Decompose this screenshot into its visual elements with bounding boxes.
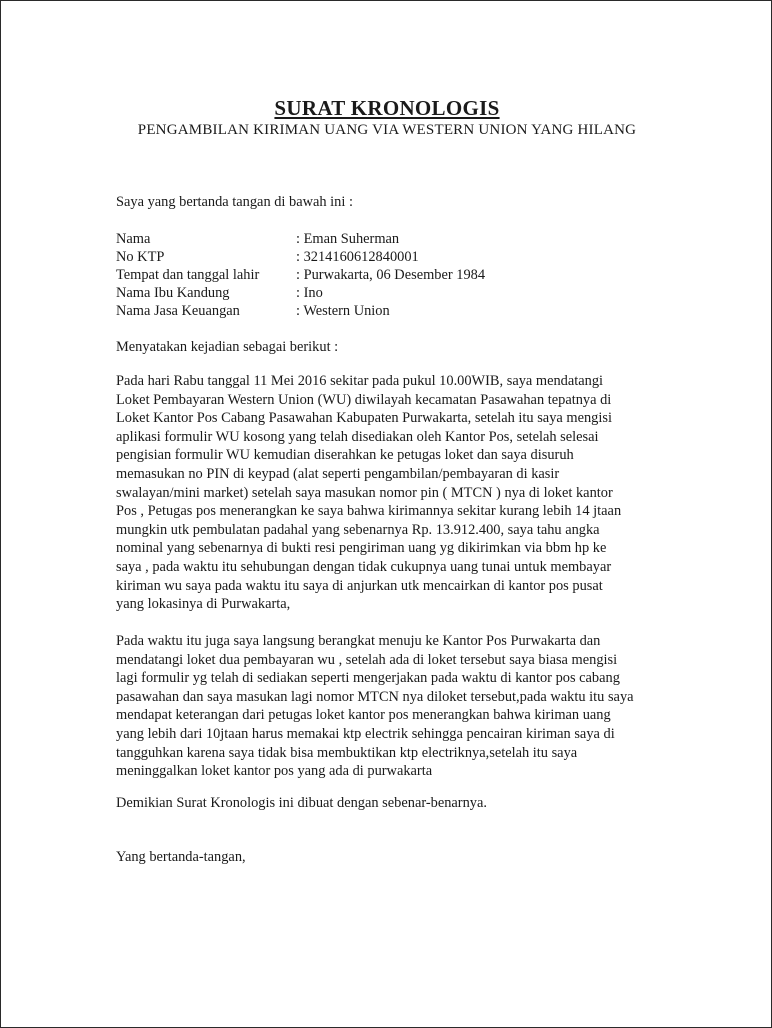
field-value: : Purwakarta, 06 Desember 1984 — [296, 267, 486, 283]
paragraph-line: swalayan/mini market) setelah saya masukan nomor pin ( MTCN ) nya di loket kantor — [116, 484, 613, 501]
paragraph-line: Pada waktu itu juga saya langsung berangkat menuju ke Kantor Pos Purwakarta dan — [116, 633, 601, 649]
paragraph-line: mungkin utk pembulatan padahal yang sebenarnya Rp. 13.912.400, saya tahu angka — [116, 521, 600, 538]
field-value: : Eman Suherman — [296, 231, 400, 247]
paragraph-line: pengisian formulir WU kemudian diserahkan ke petugas loket dan saya disuruh — [116, 447, 574, 464]
paragraph-line: saya , pada waktu itu sehubungan dengan tidak cukupnya uang tunai untuk membayar — [116, 558, 612, 575]
paragraph-line: meninggalkan loket kantor pos yang ada di purwakarta — [116, 763, 433, 780]
paragraph-line: memasukan no PIN di keypad (alat seperti pengambilan/pembayaran di kasir — [116, 465, 560, 482]
signature-text: Yang bertanda-tangan, — [116, 849, 246, 865]
paragraph-line: mendapat keterangan dari petugas loket kantor pos menerangkan bahwa kiriman uang — [116, 707, 611, 724]
paragraph-line: Pada hari Rabu tanggal 11 Mei 2016 sekitar pada pukul 10.00WIB, saya mendatangi — [116, 373, 604, 389]
paragraph-line: tangguhkan karena saya tidak bisa membuktikan ktp electriknya,setelah itu saya — [116, 744, 578, 761]
field-value: : Western Union — [296, 303, 390, 319]
paragraph-1 — [116, 372, 656, 614]
intro-text: Saya yang bertanda tangan di bawah ini : — [116, 194, 353, 210]
field-label: Tempat dan tanggal lahir — [116, 267, 260, 283]
paragraph-line: pasawahan dan saya masukan lagi nomor MTCN nya diloket tersebut,pada waktu itu saya — [116, 688, 634, 705]
field-label: No KTP — [116, 249, 165, 265]
document-subtitle: PENGAMBILAN KIRIMAN UANG VIA WESTERN UNION YANG HILANG — [137, 122, 637, 138]
statement-text: Menyatakan kejadian sebagai berikut : — [116, 339, 339, 355]
field-value: : Ino — [296, 285, 323, 301]
paragraph-line: nominal yang sebenarnya di bukti resi pengiriman uang yg dikirimkan via bbm hp ke — [116, 540, 607, 557]
field-label: Nama — [116, 231, 151, 247]
paragraph-line: kiriman wu saya pada waktu itu saya di anjurkan utk mencairkan di kantor pos pusat — [116, 577, 603, 594]
paragraph-line: yang lokasinya di Purwakarta, — [116, 596, 291, 613]
paragraph-line: Loket Kantor Pos Cabang Pasawahan Kabupaten Purwakarta, setelah itu saya mengisi — [116, 410, 612, 427]
document-title: SURAT KRONOLOGIS — [274, 96, 500, 120]
paragraph-line: lagi formulir yg telah di sediakan seperti mengerjakan pada waktu di kantor pos cabang — [116, 670, 620, 687]
paragraph-line: Loket Pembayaran Western Union (WU) diwilayah kecamatan Pasawahan tepatnya di — [116, 391, 612, 408]
closing-text: Demikian Surat Kronologis ini dibuat dengan sebenar-benarnya. — [116, 795, 487, 811]
field-value: : 3214160612840001 — [296, 249, 419, 265]
field-label: Nama Jasa Keuangan — [116, 303, 240, 319]
paragraph-line: aplikasi formulir WU kosong yang telah disediakan oleh Kantor Pos, setelah selesai — [116, 428, 599, 445]
paragraph-line: mendatangi loket dua pembayaran wu , setelah ada di loket tersebut saya biasa mengisi — [116, 651, 618, 668]
field-label: Nama Ibu Kandung — [116, 285, 230, 301]
paragraph-line: yang lebih dari 10jtaan harus memakai ktp electrik sehingga pencairan kiriman saya di — [116, 725, 615, 742]
paragraph-2 — [116, 632, 656, 781]
paragraph-line: Pos , Petugas pos menerangkan ke saya bahwa kirimannya sekitar kurang lebih 14 jtaan — [116, 503, 622, 520]
